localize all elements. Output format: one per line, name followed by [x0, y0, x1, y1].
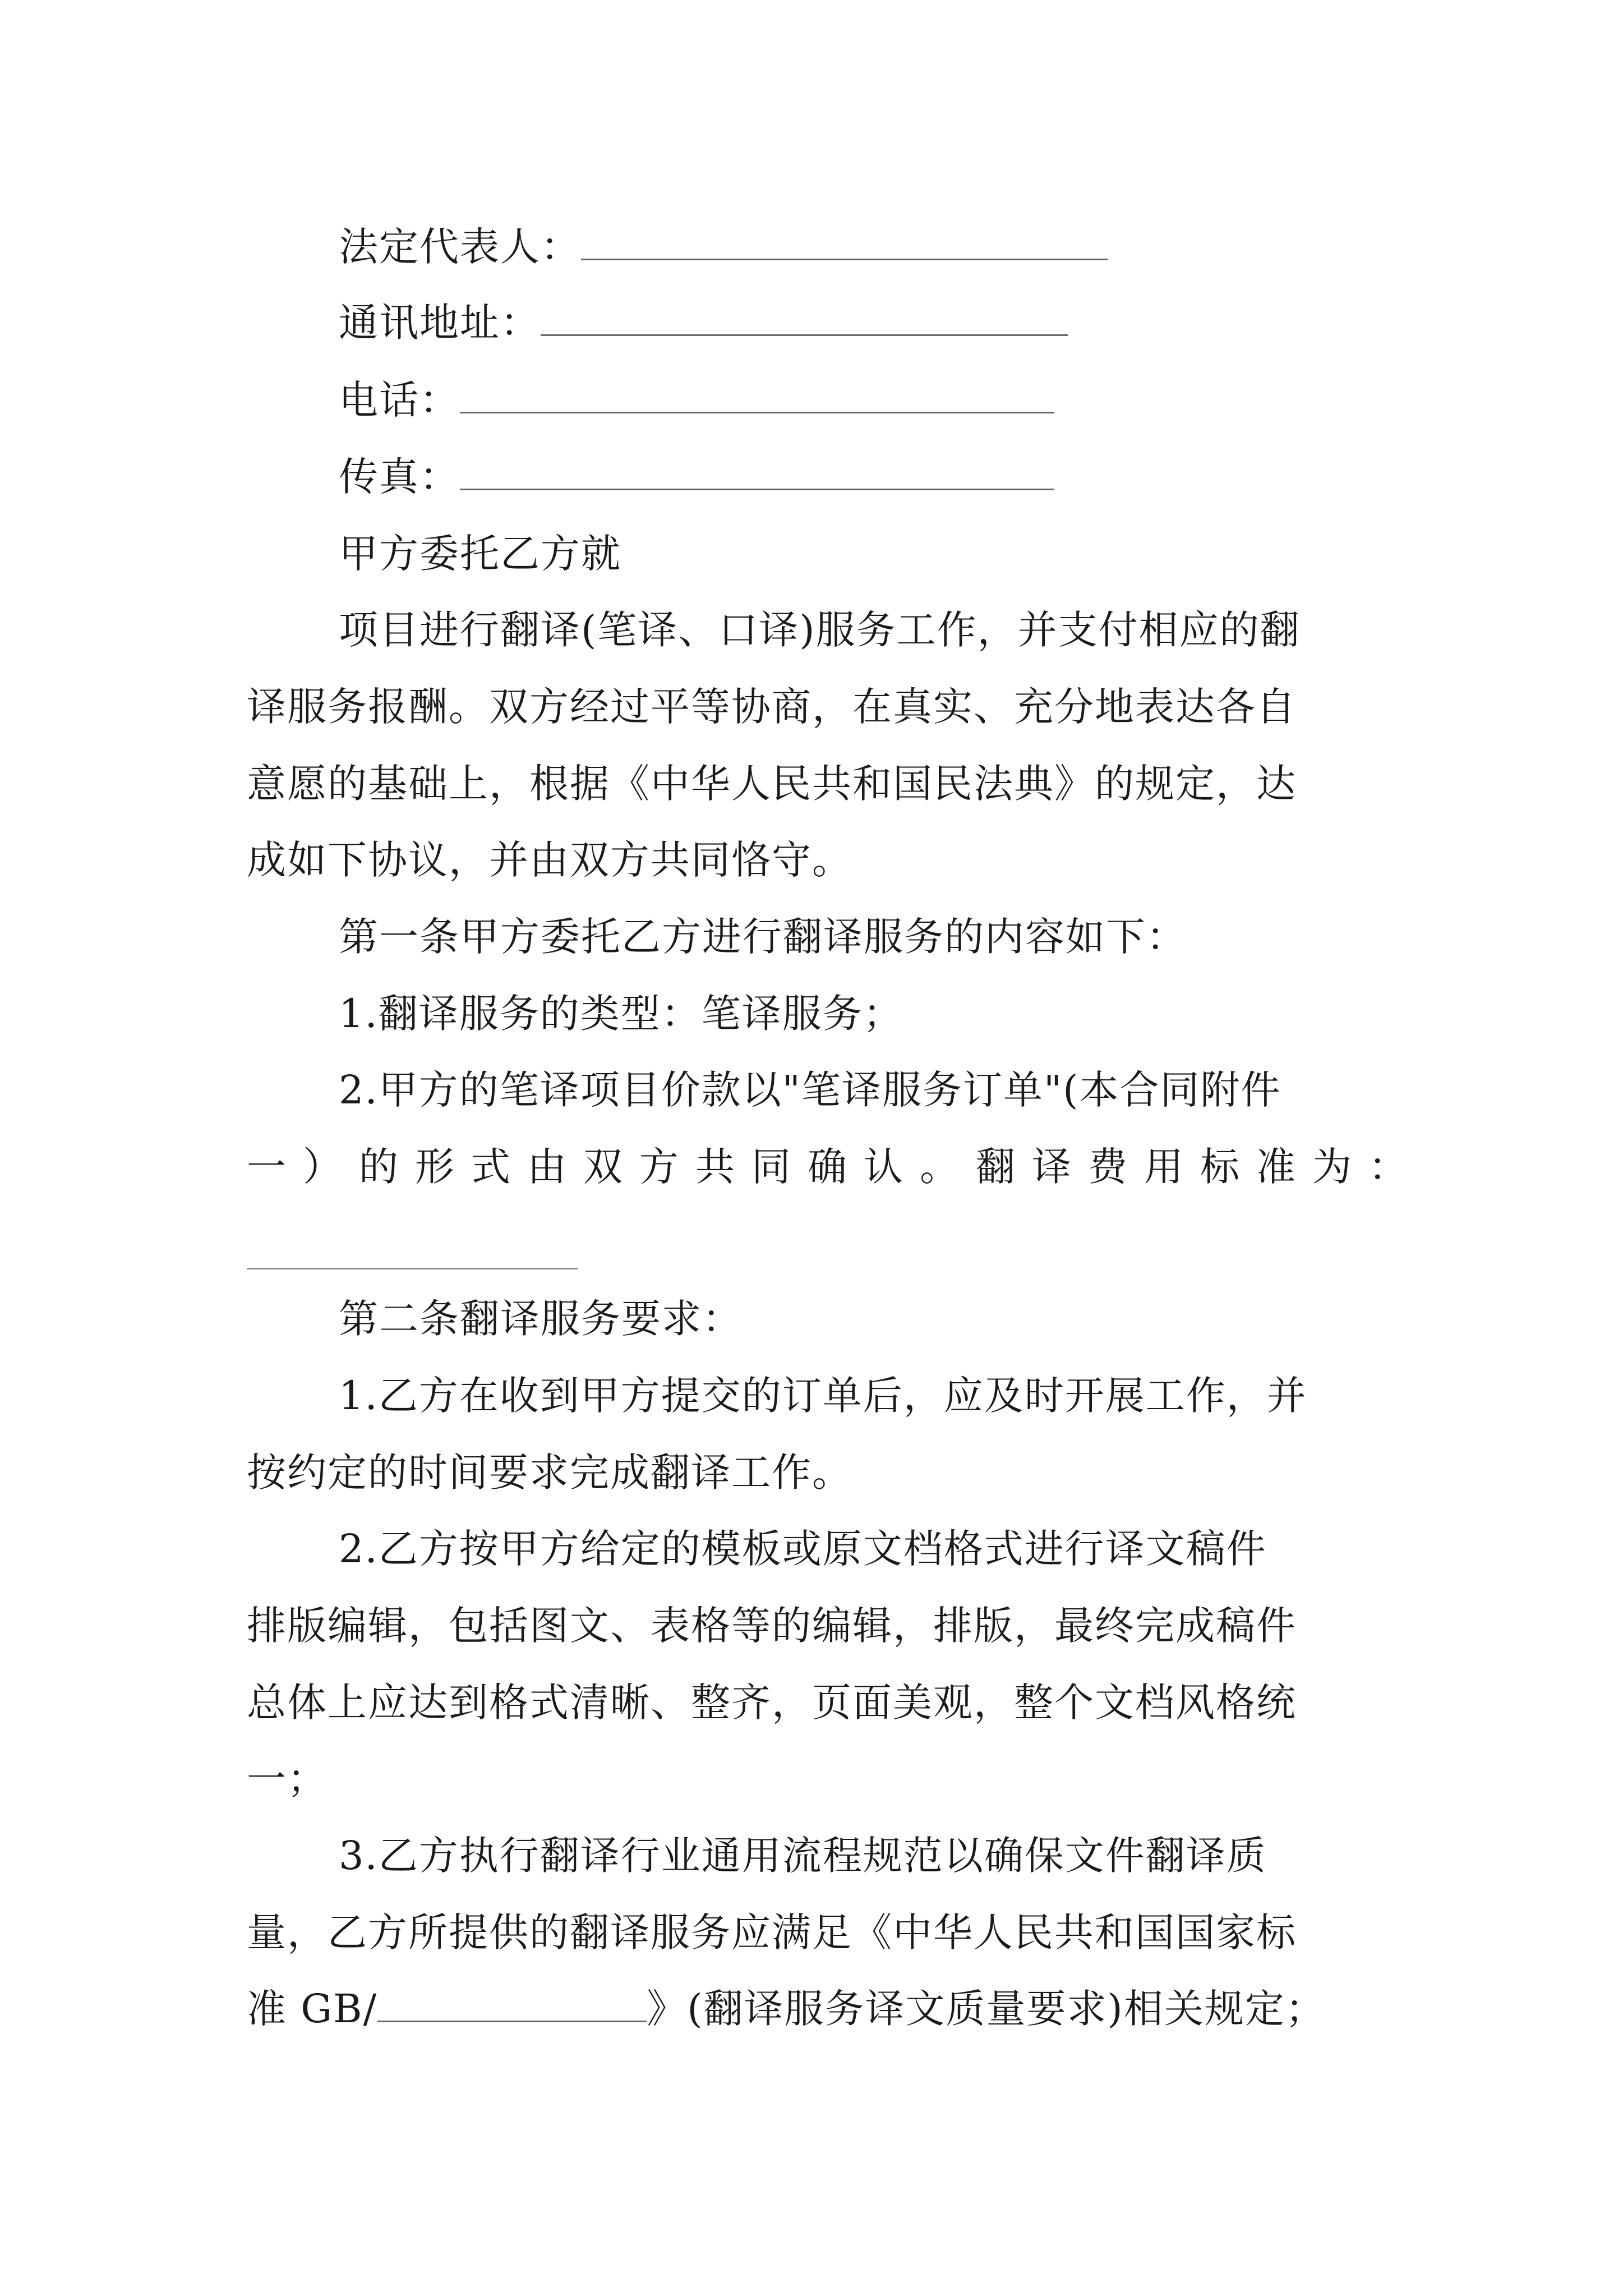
article-1-title: 第一条甲方委托乙方进行翻译服务的内容如下： [339, 914, 1187, 960]
fax-label: 传真： [339, 454, 460, 500]
address-label: 通讯地址： [339, 300, 541, 346]
legal-representative-blank[interactable] [581, 226, 1108, 260]
standard-suffix: 》(翻译服务译文质量要求)相关规定； [647, 1986, 1326, 2032]
legal-representative-label: 法定代表人： [339, 224, 581, 270]
intro-line-2: 项目进行翻译(笔译、口译)服务工作，并支付相应的翻 [339, 607, 1301, 653]
article-2-item-3-line-3 [247, 1984, 1326, 2034]
phone-label: 电话： [339, 377, 460, 423]
article-1-item-2-line-1: 2.甲方的笔译项目价款以"笔译服务订单"(本合同附件 [339, 1067, 1281, 1113]
address-row [339, 297, 1068, 348]
article-2-title: 第二条翻译服务要求： [339, 1296, 743, 1342]
standard-prefix: 准 GB/ [247, 1986, 378, 2032]
article-1-item-1: 1.翻译服务的类型：笔译服务； [339, 991, 903, 1037]
article-2-item-3-line-1: 3.乙方执行翻译行业通用流程规范以确保文件翻译质 [339, 1833, 1267, 1879]
fax-row [339, 452, 1054, 502]
fax-blank[interactable] [460, 456, 1054, 490]
address-blank[interactable] [541, 302, 1068, 336]
phone-blank[interactable] [460, 379, 1054, 413]
article-2-item-1-line-2: 按约定的时间要求完成翻译工作。 [247, 1450, 852, 1496]
legal-representative-row [339, 222, 1108, 272]
intro-line-3: 译服务报酬。双方经过平等协商，在真实、充分地表达各自 [247, 684, 1297, 730]
article-2-item-3-line-2: 量，乙方所提供的翻译服务应满足《中华人民共和国国家标 [247, 1910, 1297, 1955]
intro-line-4: 意愿的基础上，根据《中华人民共和国民法典》的规定，达 [247, 761, 1297, 807]
separator-rule [247, 1268, 578, 1269]
standard-number-blank[interactable] [377, 1988, 647, 2022]
intro-line-1: 甲方委托乙方就 [339, 531, 621, 577]
article-2-item-2-line-3: 总体上应达到格式清晰、整齐，页面美观，整个文档风格统 [247, 1680, 1297, 1726]
article-2-item-1-line-1: 1.乙方在收到甲方提交的订单后，应及时开展工作，并 [339, 1373, 1307, 1419]
article-2-item-2-line-1: 2.乙方按甲方给定的模板或原文档格式进行译文稿件 [339, 1526, 1267, 1572]
article-1-item-2-line-2: 一）的形式由双方共同确认。翻译费用标准为： [247, 1144, 1424, 1190]
article-2-item-2-line-2: 排版编辑，包括图文、表格等的编辑，排版，最终完成稿件 [247, 1603, 1297, 1649]
intro-line-5: 成如下协议，并由双方共同恪守。 [247, 837, 852, 883]
phone-row [339, 375, 1054, 425]
article-2-item-2-line-4: 一； [247, 1756, 328, 1802]
